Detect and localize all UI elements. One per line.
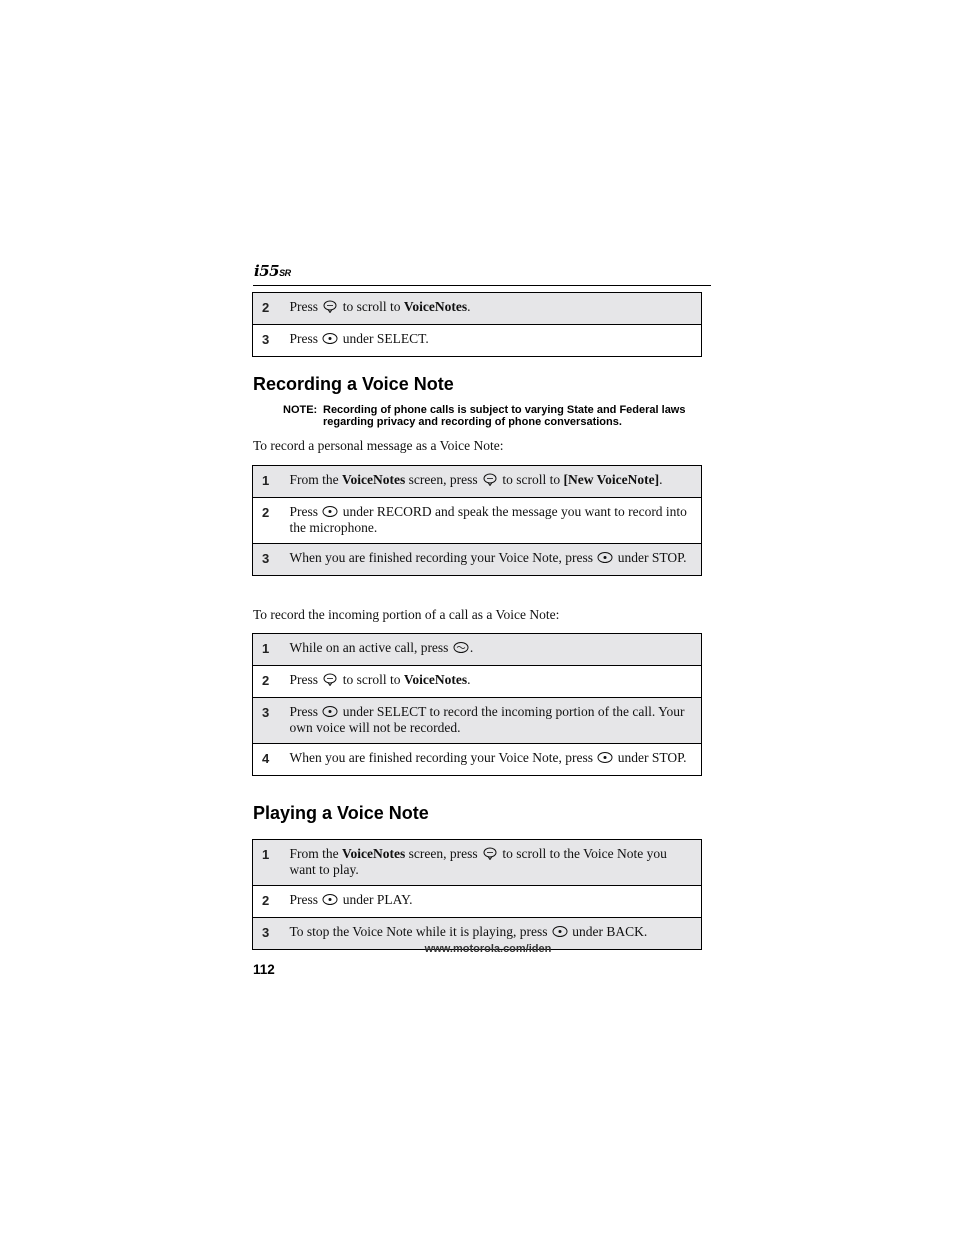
step-text xyxy=(285,293,702,325)
step-text xyxy=(285,666,702,698)
step-text-run: Press xyxy=(289,672,322,687)
step-text-run: Press xyxy=(289,299,322,314)
step-text-run: to scroll to the Voice Note you want to play. xyxy=(289,846,667,877)
step-number: 2 xyxy=(253,666,285,698)
step-text-run: When you are finished recording your Voice Note, press xyxy=(289,750,597,765)
step-number: 3 xyxy=(253,544,285,576)
scroll-key-icon xyxy=(482,473,498,489)
step-text xyxy=(285,744,702,776)
page-number: 112 xyxy=(253,962,275,977)
select-key-icon xyxy=(322,893,338,909)
header-divider xyxy=(253,285,711,286)
step-number: 1 xyxy=(253,466,285,498)
step-text xyxy=(285,544,702,576)
step-row xyxy=(253,698,702,744)
step-text-run: under SELECT to record the incoming portion of the call. Your own voice will not be recorded. xyxy=(289,704,685,735)
scroll-key-icon xyxy=(322,300,338,316)
step-text-run: While on an active call, press xyxy=(289,640,452,655)
note-text: Recording of phone calls is subject to varying State and Federal laws regarding privacy and recording of phone conversations. xyxy=(323,404,686,428)
step-text-run: screen, press xyxy=(405,846,481,861)
step-row xyxy=(253,325,702,357)
select-key-icon xyxy=(322,332,338,348)
step-text-run: to scroll to xyxy=(498,472,564,487)
step-text-run: under STOP. xyxy=(614,750,687,765)
step-text xyxy=(285,840,702,886)
step-number: 3 xyxy=(253,325,285,357)
step-text-run: . xyxy=(469,640,474,655)
step-text-run: Press xyxy=(289,331,322,346)
step-text xyxy=(285,466,702,498)
select-key-icon xyxy=(597,551,613,567)
select-key-icon xyxy=(552,925,568,941)
step-number: 3 xyxy=(253,918,285,950)
steps-table-voicenotes-access xyxy=(252,292,702,357)
step-row xyxy=(253,744,702,776)
step-keyword: VoiceNotes xyxy=(403,299,468,314)
select-key-icon xyxy=(322,705,338,721)
step-text-run: . xyxy=(659,472,663,487)
step-row xyxy=(253,544,702,576)
step-number: 1 xyxy=(253,840,285,886)
step-text xyxy=(285,886,702,918)
step-keyword: VoiceNotes xyxy=(342,846,406,861)
steps-table-record-personal xyxy=(252,465,702,576)
step-row xyxy=(253,466,702,498)
step-keyword: VoiceNotes xyxy=(403,672,468,687)
section-title-playing: Playing a Voice Note xyxy=(253,803,429,823)
select-key-icon xyxy=(597,751,613,767)
scroll-key-icon xyxy=(482,847,498,863)
step-text xyxy=(285,325,702,357)
step-row xyxy=(253,886,702,918)
section-title-recording: Recording a Voice Note xyxy=(253,374,454,394)
step-text-run: . xyxy=(467,672,471,687)
step-text-run: Press xyxy=(289,704,322,719)
select-key-icon xyxy=(322,505,338,521)
intro-call-recording: To record the incoming portion of a call as a Voice Note: xyxy=(253,607,560,622)
step-number: 1 xyxy=(253,634,285,666)
step-text xyxy=(285,698,702,744)
footer-url: www.motorola.com/iden xyxy=(424,943,552,955)
step-keyword: VoiceNotes xyxy=(342,472,406,487)
steps-table-record-call xyxy=(252,633,702,776)
step-text-run: From the xyxy=(289,472,342,487)
step-text-run: screen, press xyxy=(405,472,481,487)
step-row xyxy=(253,666,702,698)
step-text-run: under SELECT. xyxy=(339,331,429,346)
step-number: 2 xyxy=(253,886,285,918)
intro-personal-message: To record a personal message as a Voice Note: xyxy=(253,438,504,453)
step-row xyxy=(253,498,702,544)
step-text-run: under BACK. xyxy=(568,924,648,939)
scroll-key-icon xyxy=(322,673,338,689)
step-text-run: From the xyxy=(289,846,342,861)
steps-table-playback xyxy=(252,839,702,950)
step-text-run: . xyxy=(467,299,471,314)
step-text-run: Press xyxy=(289,892,322,907)
product-logo: i55SR xyxy=(254,262,291,280)
step-number: 2 xyxy=(253,498,285,544)
step-number: 3 xyxy=(253,698,285,744)
step-number: 4 xyxy=(253,744,285,776)
step-text-run: To stop the Voice Note while it is playing, press xyxy=(289,924,551,939)
step-row xyxy=(253,634,702,666)
step-text xyxy=(285,634,702,666)
step-text xyxy=(285,498,702,544)
step-keyword: [New VoiceNote] xyxy=(563,472,660,487)
step-text-run: under STOP. xyxy=(614,550,687,565)
step-text-run: under PLAY. xyxy=(339,892,413,907)
step-text-run: to scroll to xyxy=(339,672,404,687)
step-row xyxy=(253,293,702,325)
step-number: 2 xyxy=(253,293,285,325)
step-text-run: When you are finished recording your Voice Note, press xyxy=(289,550,597,565)
step-text-run: under RECORD and speak the message you want to record into the microphone. xyxy=(289,504,687,535)
step-text-run: Press xyxy=(289,504,322,519)
step-text-run: to scroll to xyxy=(339,299,404,314)
menu-key-icon xyxy=(453,641,469,657)
note-label: NOTE: xyxy=(283,404,318,416)
step-row xyxy=(253,840,702,886)
